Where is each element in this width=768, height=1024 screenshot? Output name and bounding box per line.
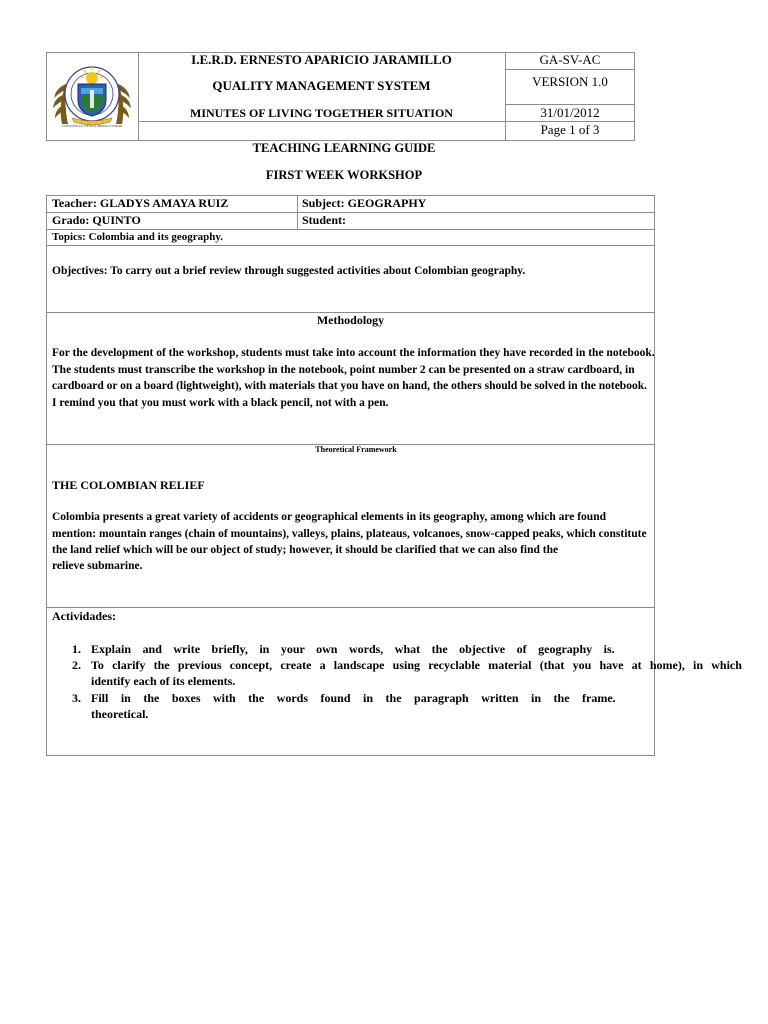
page-number: Page 1 of 3 — [540, 122, 600, 137]
activities-heading: Actividades: — [52, 609, 116, 623]
methodology-line: The students must transcribe the workshop in the notebook, point number 2 can be presented on a straw cardboard, in — [52, 364, 635, 376]
framework-line: relieve submarine. — [52, 560, 143, 572]
student-field: Student: — [302, 213, 347, 227]
methodology-line: I remind you that you must work with a black pencil, not with a pen. — [52, 397, 389, 409]
subject-field: Subject: GEOGRAPHY — [302, 196, 427, 210]
activity-text: Explain and write briefly, in your own words, what the objective of geography is. — [91, 642, 615, 656]
document-code: GA-SV-AC — [539, 52, 601, 67]
activity-text-continued: identify each of its elements. — [91, 674, 236, 688]
minutes-title: MINUTES OF LIVING TOGETHER SITUATION — [190, 106, 453, 120]
info-column-divider — [297, 195, 298, 229]
grade-field: Grado: QUINTO — [52, 213, 141, 227]
school-logo — [48, 54, 136, 138]
guide-title: TEACHING LEARNING GUIDE — [252, 141, 436, 155]
school-name: I.E.R.D. ERNESTO APARICIO JARAMILLO — [191, 52, 452, 67]
methodology-line: For the development of the workshop, students must take into account the information they have recorded in the notebook. — [52, 347, 655, 359]
objectives-text: Objectives: To carry out a brief review through suggested activities about Colombian geography. — [52, 265, 526, 277]
teacher-field: Teacher: GLADYS AMAYA RUIZ — [52, 196, 229, 210]
activity-text-continued: theoretical. — [91, 707, 149, 721]
document-version: VERSION 1.0 — [532, 74, 608, 89]
row-rule-3 — [46, 245, 655, 246]
methodology-heading: Methodology — [316, 313, 385, 327]
topics-field: Topics: Colombia and its geography. — [52, 231, 224, 243]
document-date: 31/01/2012 — [540, 105, 600, 120]
activity-number: 1. — [72, 642, 81, 656]
workshop-title: FIRST WEEK WORKSHOP — [265, 168, 423, 182]
relief-title: THE COLOMBIAN RELIEF — [52, 478, 205, 492]
activity-number: 3. — [72, 691, 81, 705]
management-system-title: QUALITY MANAGEMENT SYSTEM — [212, 78, 431, 93]
logo-motto: CONVIVENCIA, CIENCIA, PRODUCTIVIDAD — [61, 124, 123, 128]
activity-text: Fill in the boxes with the words found in the paragraph written in the frame. — [91, 691, 616, 705]
activity-number: 2. — [72, 658, 81, 672]
framework-line: mention: mountain ranges (chain of mountains), valleys, plains, plateaus, volcanoes, snow-capped peaks, which constitute — [52, 528, 647, 540]
framework-heading: Theoretical Framework — [315, 445, 397, 454]
framework-line: Colombia presents a great variety of accidents or geographical elements in its geography, among which are found — [52, 511, 606, 523]
activity-text: To clarify the previous concept, create a landscape using recyclable material (that you have at home), in which — [91, 658, 742, 672]
framework-line: the land relief which will be our object of study; however, it should be clarified that we can also find the — [52, 544, 559, 556]
methodology-line: cardboard or on a board (lightweight), with materials that you have on hand, the others should be solved in the notebook. — [52, 380, 647, 392]
header-rule-1 — [505, 69, 635, 70]
row-rule-6 — [46, 607, 655, 608]
